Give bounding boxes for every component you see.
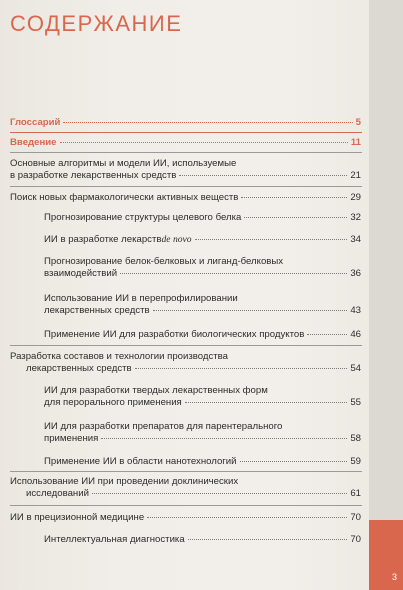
toc-entry-biologics[interactable] bbox=[44, 329, 361, 341]
toc-divider bbox=[10, 152, 362, 153]
toc-leader-dots bbox=[188, 539, 348, 540]
toc-leader-dots bbox=[153, 310, 348, 311]
toc-entry-title: Прогнозирование структуры целевого белка bbox=[44, 212, 242, 223]
toc-entry-diagnostics[interactable] bbox=[44, 534, 361, 546]
toc-page-number: 5 bbox=[355, 117, 361, 128]
toc-entry-title-cont: лекарственных средств bbox=[26, 363, 132, 375]
toc-entry-title: Основные алгоритмы и модели ИИ, используемые bbox=[10, 158, 237, 169]
toc-leader-dots bbox=[135, 368, 348, 369]
toc-entry-title: Применение ИИ в области нанотехнологий bbox=[44, 456, 237, 467]
toc-entry-title: ИИ для разработки твердых лекарственных форм bbox=[44, 385, 268, 396]
toc-leader-dots bbox=[92, 493, 347, 494]
toc-divider bbox=[10, 186, 362, 187]
toc-entry-preclinical[interactable] bbox=[10, 476, 361, 501]
toc-entry-nanotech[interactable] bbox=[44, 456, 361, 468]
toc-entry-interactions[interactable] bbox=[44, 256, 361, 281]
toc-page-number: 11 bbox=[350, 137, 361, 148]
toc-leader-dots bbox=[195, 239, 348, 240]
toc-leader-dots bbox=[101, 438, 347, 439]
toc-entry-title-cont: для перорального применения bbox=[44, 397, 182, 409]
toc-page-number: 54 bbox=[350, 363, 361, 375]
toc-entry-title: Интеллектуальная диагностика bbox=[44, 534, 185, 545]
toc-entry-de-novo[interactable] bbox=[44, 234, 361, 246]
toc-leader-dots bbox=[241, 197, 347, 198]
toc-page-number: 21 bbox=[350, 170, 361, 182]
toc-entry-title-cont: взаимодействий bbox=[44, 268, 118, 280]
toc-page-number: 43 bbox=[350, 305, 361, 317]
toc-entry-title: Введение bbox=[10, 137, 57, 148]
toc-page-number: 70 bbox=[350, 534, 361, 545]
toc-entry-title-cont: исследований bbox=[26, 488, 89, 500]
toc-entry-repurposing[interactable] bbox=[44, 293, 361, 318]
toc-entry-introduction[interactable] bbox=[10, 137, 361, 149]
toc-entry-formulation[interactable] bbox=[10, 351, 361, 376]
toc-entry-parenteral[interactable] bbox=[44, 421, 361, 446]
toc-entry-title: Использование ИИ при проведении доклинических bbox=[10, 476, 239, 487]
toc-page-number: 61 bbox=[350, 488, 361, 500]
toc-entry-title: Использование ИИ в перепрофилировании bbox=[44, 293, 238, 304]
toc-page-number: 29 bbox=[350, 192, 361, 203]
page-number: 3 bbox=[392, 572, 398, 582]
toc-entry-title-cont: лекарственных средств bbox=[44, 305, 150, 317]
toc-page-number: 70 bbox=[350, 512, 361, 523]
toc-entry-title: ИИ в прецизионной медицине bbox=[10, 512, 145, 523]
page-title: СОДЕРЖАНИЕ bbox=[10, 11, 183, 36]
toc-entry-algorithms[interactable] bbox=[10, 158, 361, 183]
toc-page-number: 59 bbox=[350, 456, 361, 467]
toc-entry-title: ИИ для разработки препаратов для парентерального bbox=[44, 421, 283, 432]
toc-leader-dots bbox=[147, 517, 347, 518]
toc-entry-title: Поиск новых фармакологически активных веществ bbox=[10, 192, 239, 203]
toc-entry-title-italic: de novo bbox=[161, 234, 192, 245]
toc-page-number: 36 bbox=[350, 268, 361, 280]
toc-entry-precision-medicine[interactable] bbox=[10, 512, 361, 524]
toc-leader-dots bbox=[185, 402, 348, 403]
toc-entry-title: Применение ИИ для разработки биологических продуктов bbox=[44, 329, 305, 340]
toc-page-number: 55 bbox=[350, 397, 361, 409]
toc-divider bbox=[10, 471, 362, 472]
toc-entry-protein-structure[interactable] bbox=[44, 212, 361, 224]
toc-leader-dots bbox=[307, 334, 347, 335]
toc-page-number: 58 bbox=[350, 433, 361, 445]
toc-divider bbox=[10, 132, 362, 133]
toc-entry-title-cont: применения bbox=[44, 433, 99, 445]
toc-leader-dots bbox=[63, 122, 352, 123]
toc-leader-dots bbox=[240, 461, 348, 462]
toc-entry-title-cont: в разработке лекарственных средств bbox=[10, 170, 177, 182]
toc-entry-solid-forms[interactable] bbox=[44, 385, 361, 410]
toc-entry-title: ИИ в разработке лекарств bbox=[44, 234, 162, 245]
page-accent-tab bbox=[369, 520, 403, 590]
toc-divider bbox=[10, 345, 362, 346]
toc-entry-title: Разработка составов и технологии производства bbox=[10, 351, 228, 362]
toc-page-number: 32 bbox=[350, 212, 361, 223]
toc-entry-glossary[interactable] bbox=[10, 117, 361, 129]
toc-entry-search[interactable] bbox=[10, 192, 361, 204]
page-margin-bar bbox=[369, 0, 403, 590]
toc-entry-title: Глоссарий bbox=[10, 117, 61, 128]
toc-divider bbox=[10, 505, 362, 506]
toc-leader-dots bbox=[60, 142, 348, 143]
toc-entry-title: Прогнозирование белок-белковых и лиганд-белковых bbox=[44, 256, 284, 267]
toc-leader-dots bbox=[120, 273, 347, 274]
toc-page-number: 46 bbox=[350, 329, 361, 340]
toc-leader-dots bbox=[244, 217, 347, 218]
toc-page-number: 34 bbox=[350, 234, 361, 245]
toc-leader-dots bbox=[179, 175, 347, 176]
